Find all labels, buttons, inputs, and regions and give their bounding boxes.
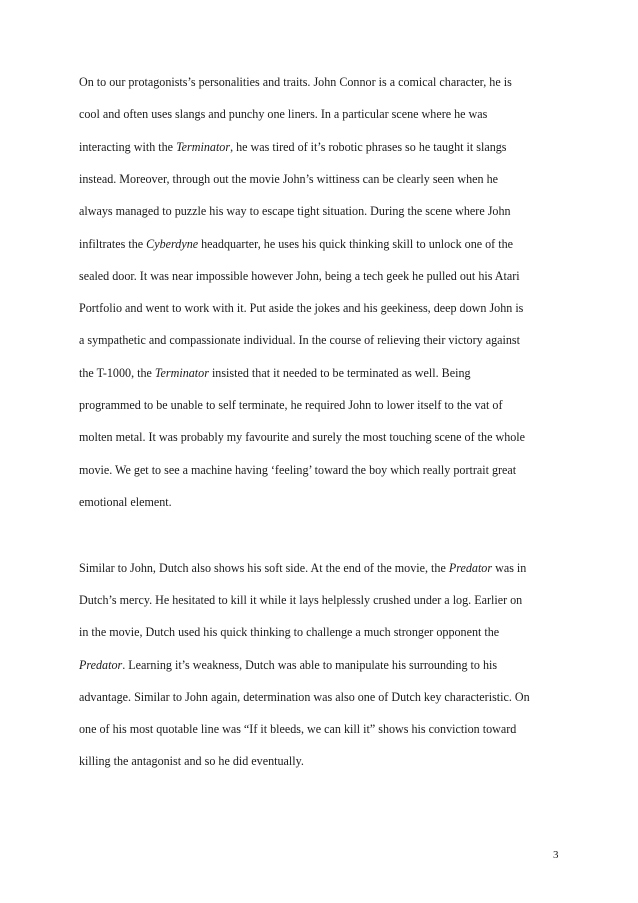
text-run: molten metal. It was probably my favourite and surely the most touching scene of the whole: [79, 430, 526, 445]
text-run: the T-1000, the: [79, 365, 155, 380]
text-run: programmed to be unable to self terminate, he required John to lower itself to the vat of: [79, 398, 503, 412]
text-run: Portfolio and went to work with it. Put aside the jokes and his geekiness, deep down John is: [79, 301, 524, 316]
text-run: advantage. Similar to John again, determination was also one of Dutch key characteristic. On: [79, 689, 530, 704]
text-line: [79, 139, 507, 155]
text-run: Similar to John, Dutch also shows his soft side. At the end of the movie, the: [79, 561, 449, 575]
text-line: [79, 106, 487, 122]
page-number: 3: [553, 849, 559, 861]
text-line: [79, 429, 525, 445]
text-run: sealed door. It was near impossible however John, being a tech geek he pulled out his Atari: [79, 268, 520, 283]
text-line: [79, 268, 520, 284]
italic-title: Predator: [448, 561, 493, 575]
text-run: insisted that it needed to be terminated as well. Being: [208, 365, 471, 380]
italic-title: Predator: [79, 657, 123, 672]
text-run: instead. Moreover, through out the movie John’s wittiness can be clearly seen when he: [79, 171, 498, 186]
text-run: in the movie, Dutch used his quick thinking to challenge a much stronger opponent the: [79, 625, 500, 640]
text-run: always managed to puzzle his way to escape tight situation. During the scene where John: [79, 204, 511, 219]
text-run: cool and often uses slangs and punchy one liners. In a particular scene where he was: [79, 107, 488, 122]
text-run: interacting with the: [79, 139, 177, 154]
text-line: [79, 300, 523, 316]
text-line: [79, 721, 516, 737]
text-line: [79, 171, 498, 187]
text-line: [79, 236, 513, 252]
text-run: one of his most quotable line was “If it bleeds, we can kill it” shows his conviction toward: [79, 722, 517, 736]
text-run: emotional element.: [79, 494, 172, 509]
text-line: [79, 560, 526, 576]
text-run: infiltrates the: [79, 236, 147, 251]
text-line: [79, 203, 511, 219]
text-line: [79, 689, 530, 705]
text-run: . Learning it’s weakness, Dutch was able to manipulate his surrounding to his: [122, 657, 498, 672]
text-line: [79, 753, 304, 769]
text-run: , he was tired of it’s robotic phrases so he taught it slangs: [230, 139, 507, 154]
text-line: [79, 332, 520, 348]
italic-title: Cyberdyne: [146, 236, 199, 251]
italic-title: Terminator: [176, 139, 231, 154]
text-run: headquarter, he uses his quick thinking skill to unlock one of the: [198, 236, 514, 251]
text-line: [79, 494, 172, 510]
text-line: [79, 657, 497, 673]
text-run: was in: [492, 561, 527, 575]
text-run: On to our protagonists’s personalities and traits. John Connor is a comical character, he is: [79, 75, 512, 89]
text-line: [79, 365, 471, 381]
italic-title: Terminator: [154, 365, 209, 380]
text-run: killing the antagonist and so he did eventually.: [79, 754, 304, 769]
text-line: [79, 397, 503, 413]
text-run: a sympathetic and compassionate individual. In the course of relieving their victory against: [79, 333, 520, 348]
text-line: [79, 74, 512, 90]
text-line: [79, 624, 499, 640]
text-line: [79, 462, 516, 478]
text-run: Dutch’s mercy. He hesitated to kill it while it lays helplessly crushed under a log. Earlier on: [79, 593, 523, 608]
text-run: movie. We get to see a machine having ‘feeling’ toward the boy which really portrait great: [79, 462, 517, 477]
text-line: [79, 592, 522, 608]
